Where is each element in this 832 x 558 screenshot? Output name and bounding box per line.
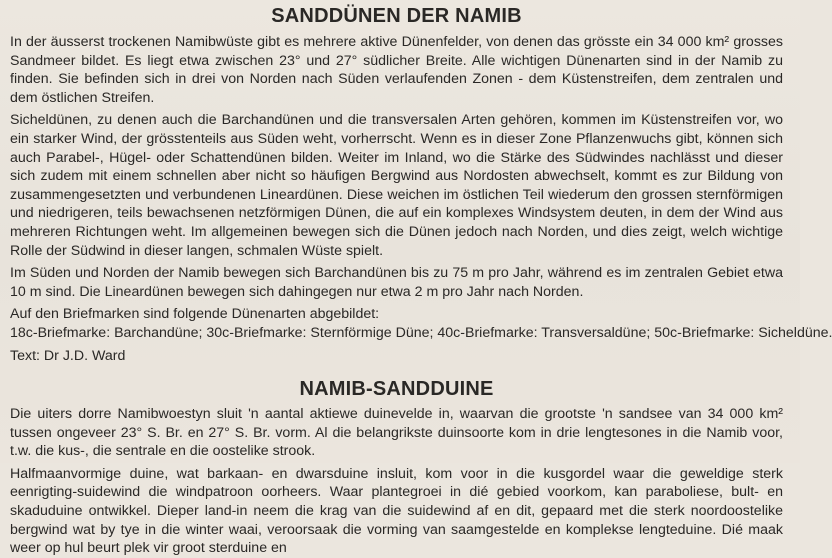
- afrikaans-paragraph-2: Halfmaanvormige duine, wat barkaan- en dwarsduine insluit, kom voor in die kusgordel waar die geweldige sterk eenrigting-suidewind die windpatroon oorheers. Waar plantegroei in dié gebied voorkom, kan paraboliese, bult- en skaduduine ontwikkel. Dieper land-in neem die krag van die suidewind af en dit, gepaard met die sterk noordoostelike bergwind wat by tye in die winter waai, veroorsaak die vorming van saamgestelde en komplekse lengteduine. Dié maak weer op hul beurt plek vir groot sterduine en: [10, 465, 783, 557]
- german-section: [10, 4, 832, 365]
- german-title: SANDDÜNEN DER NAMIB: [271, 5, 522, 27]
- stamps-intro: Auf den Briefmarken sind folgende Dünenarten abgebildet:: [10, 306, 380, 323]
- afrikaans-paragraph-1: Die uiters dorre Namibwoestyn sluit 'n aantal aktiewe duinevelde in, waarvan die grootste 'n sandsee van 34 000 km² tussen ongeveer 23° S. Br. en 27° S. Br. vorm. Al die belangrikste duinsoorte kom in drie lengtesones in die Namib voor, t.w. die kus-, die sentrale en die oostelike strook.: [10, 406, 783, 460]
- german-paragraph-2: Sicheldünen, zu denen auch die Barchandünen und die transversalen Arten gehören, kommen im Küstenstreifen vor, wo ein starker Wind, der grösstenteils aus Süden weht, vorherrscht. Wenn es in dieser Zone Pflanzenwuchs gibt, können sich auch Parabel-, Hügel- oder Schattendünen bilden. Weiter im Inland, wo die Stärke des Südwindes nachlässt und dieser sich zudem mit einem schnellen aber nicht so häufigen Bergwind aus Nordosten abwechselt, kommt es zur Bildung von zusammengesetzten und verbundenen Lineardünen. Diese weichen im östlichen Teil wiederum den grossen sternförmigen und niedrigeren, teils bewachsenen netzförmigen Dünen, die auf ein komplexes Windsystem deuten, in dem der Wind aus mehreren Richtungen weht. Im allgemeinen bewegen sich die Dünen jedoch nach Norden, und dies zeigt, welch wichtige Rolle der Südwind in dieser langen, schmalen Wüste spielt.: [10, 112, 783, 259]
- afrikaans-title: NAMIB-SANDDUINE: [299, 378, 494, 401]
- german-paragraph-3: Im Süden und Norden der Namib bewegen sich Barchandünen bis zu 75 m pro Jahr, während es im zentralen Gebiet etwa 10 m sind. Die Lineardünen bewegen sich dahingegen nur etwa 2 m pro Jahr nach Norden.: [10, 265, 783, 300]
- stamps-list: 18c-Briefmarke: Barchandüne; 30c-Briefmarke: Sternförmige Düne; 40c-Briefmarke: Transversaldüne; 50c-Briefmarke: Sicheldüne.: [10, 324, 832, 341]
- german-paragraph-1: In der äusserst trockenen Namibwüste gibt es mehrere aktive Dünenfelder, von denen das grösste ein 34 000 km² grosses Sandmeer bildet. Es liegt etwa zwischen 23° und 27° südlicher Breite. Alle wichtigen Dünenarten sind in der Namib zu finden. Sie befinden sich in drei von Norden nach Süden verlaufenden Zonen - dem Küstenstreifen, dem zentralen und dem östlichen Streifen.: [10, 34, 783, 106]
- afrikaans-section: [10, 377, 783, 558]
- author-credit: Text: Dr J.D. Ward: [10, 347, 126, 364]
